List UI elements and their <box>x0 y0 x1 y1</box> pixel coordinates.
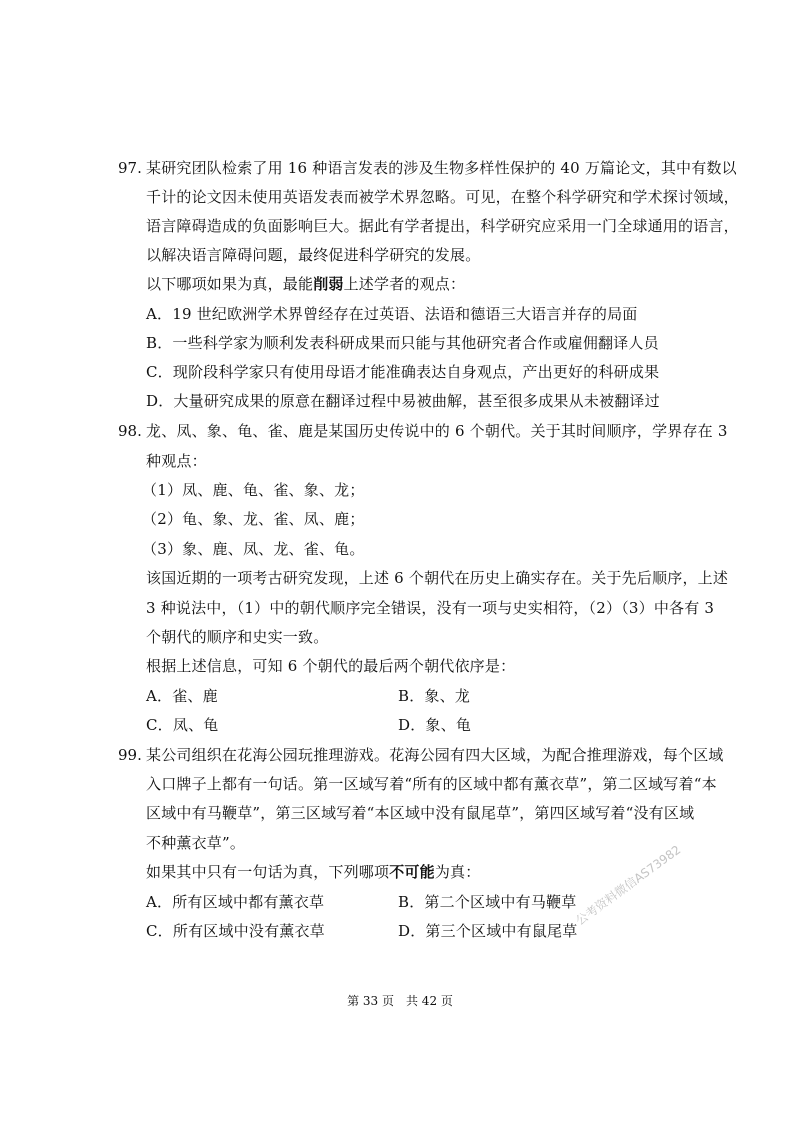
q98-option-d: D．象、龟 <box>398 716 472 734</box>
watermark: 公考资料微信AS73982 <box>573 842 684 928</box>
q98-view-2: （2）龟、象、龙、雀、凤、鹿； <box>142 510 365 528</box>
q98-view-1: （1）凤、鹿、龟、雀、象、龙； <box>142 481 365 499</box>
q99-prompt-post: 为真： <box>434 863 481 881</box>
q99-prompt-pre: 如果其中只有一句话为真，下列哪项 <box>146 863 390 881</box>
q97-stem-line-3: 语言障碍造成的负面影响巨大。据此有学者提出，科学研究应采用一门全球通用的语言， <box>146 217 739 235</box>
q98-option-a: A．雀、鹿 <box>146 687 218 705</box>
q99-option-d: D．第三个区域中有鼠尾草 <box>398 922 578 940</box>
q97-prompt <box>146 274 465 294</box>
question-number-98: 98. <box>118 422 142 440</box>
q98-body-line-3: 个朝代的顺序和史实一致。 <box>146 628 329 646</box>
q99-option-a: A．所有区域中都有薰衣草 <box>146 893 325 911</box>
q99-option-c: C．所有区域中没有薰衣草 <box>146 922 325 940</box>
q99-stem-line-4: 不种薰衣草”。 <box>146 834 246 852</box>
q97-prompt-emphasis: 削弱 <box>313 275 344 293</box>
q97-stem-line-4: 以解决语言障碍问题，最终促进科学研究的发展。 <box>146 246 481 264</box>
q97-option-c: C．现阶段科学家只有使用母语才能准确表达自身观点，产出更好的科研成果 <box>146 363 660 381</box>
q97-prompt-pre: 以下哪项如果为真，最能 <box>146 275 314 293</box>
q97-option-d: D．大量研究成果的原意在翻译过程中易被曲解，甚至很多成果从未被翻译过 <box>146 392 660 410</box>
q97-stem-line-2: 千计的论文因未使用英语发表而被学术界忽略。可见，在整个科学研究和学术探讨领域， <box>146 188 739 206</box>
q98-body-line-1: 该国近期的一项考古研究发现，上述 6 个朝代在历史上确实存在。关于先后顺序，上述 <box>146 569 729 587</box>
q99-stem-line-1: 某公司组织在花海公园玩推理游戏。花海公园有四大区域，为配合推理游戏，每个区域 <box>146 746 724 764</box>
page-footer: 第 33 页 共 42 页 <box>347 994 453 1008</box>
q97-option-b: B．一些科学家为顺利发表科研成果而只能与其他研究者合作或雇佣翻译人员 <box>146 334 659 352</box>
q99-option-b: B．第二个区域中有马鞭草 <box>398 893 577 911</box>
q97-stem-line-1: 某研究团队检索了用 16 种语言发表的涉及生物多样性保护的 40 万篇论文，其中有数以 <box>146 159 737 177</box>
q98-stem-line-2: 种观点： <box>146 452 207 470</box>
q97-option-a: A．19 世纪欧洲学术界曾经存在过英语、法语和德语三大语言并存的局面 <box>146 305 638 323</box>
q98-option-c: C．凤、龟 <box>146 716 219 734</box>
q98-body-line-2: 3 种说法中，（1）中的朝代顺序完全错误，没有一项与史实相符，（2）（3）中各有 3 <box>146 599 715 617</box>
q99-prompt-emphasis: 不可能 <box>389 863 435 881</box>
q98-view-3: （3）象、鹿、凤、龙、雀、龟。 <box>142 540 365 558</box>
q98-stem-line-1: 龙、凤、象、龟、雀、鹿是某国历史传说中的 6 个朝代。关于其时间顺序，学界存在 3 <box>146 422 728 440</box>
q97-prompt-post: 上述学者的观点： <box>343 275 466 293</box>
q98-prompt: 根据上述信息，可知 6 个朝代的最后两个朝代依序是： <box>146 657 516 675</box>
q99-stem-line-3: 区域中有马鞭草”，第三区域写着“本区域中没有鼠尾草”，第四区域写着“没有区域 <box>146 804 695 822</box>
q99-stem-line-2: 入口牌子上都有一句话。第一区域写着“所有的区域中都有薰衣草”，第二区域写着“本 <box>146 775 717 793</box>
q98-option-b: B．象、龙 <box>398 687 471 705</box>
q99-prompt <box>146 862 480 882</box>
question-number-97: 97. <box>118 159 142 177</box>
question-number-99: 99. <box>118 746 142 764</box>
